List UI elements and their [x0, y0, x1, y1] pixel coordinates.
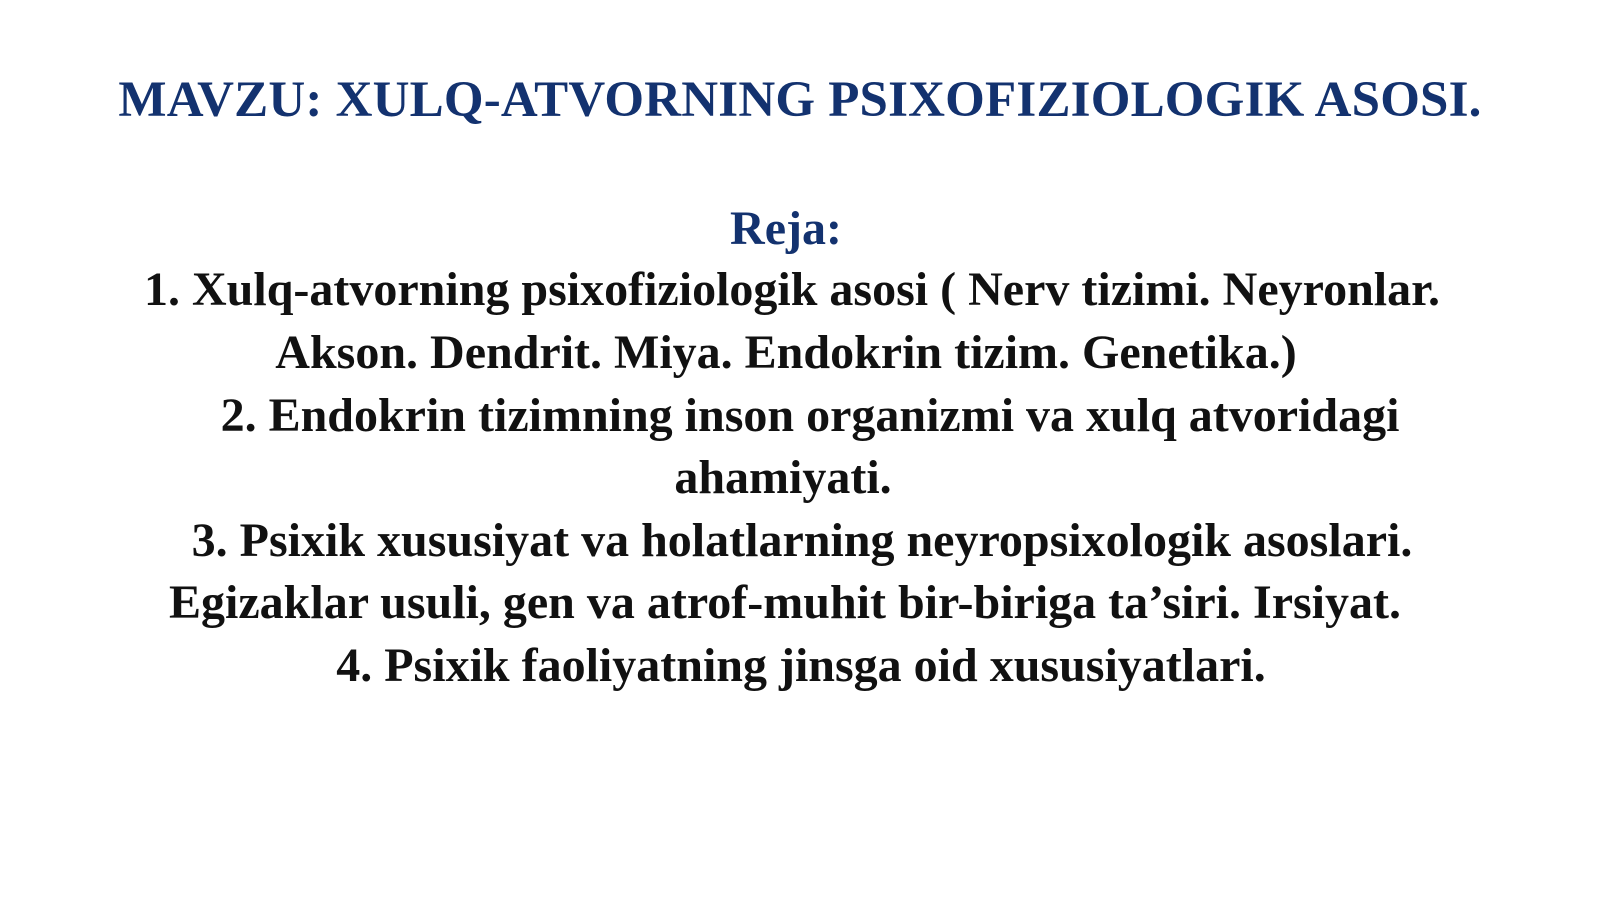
plan-item-4: 4. Psixik faoliyatning jinsga oid xususiyatlari. — [336, 639, 1266, 692]
slide-title: MAVZU: XULQ-ATVORNING PSIXOFIZIOLOGIK ASOSI. — [118, 72, 1482, 128]
plan-item-1-line-2: Akson. Dendrit. Miya. Endokrin tizim. Genetika.) — [275, 326, 1297, 379]
plan-item-3-line-2: Egizaklar usuli, gen va atrof-muhit bir-biriga ta’siri. Irsiyat. — [169, 576, 1401, 629]
plan-heading: Reja: — [730, 202, 842, 255]
plan-item-3-line-1: 3. Psixik xususiyat va holatlarning neyropsixologik asoslari. — [191, 514, 1413, 567]
plan-item-2-line-1: 2. Endokrin tizimning inson organizmi va xulq atvoridagi — [220, 389, 1400, 442]
plan-item-1-line-1: 1. Xulq-atvorning psixofiziologik asosi ( Nerv tizimi. Neyronlar. — [144, 263, 1440, 316]
plan-item-2-line-2: ahamiyati. — [674, 451, 892, 504]
